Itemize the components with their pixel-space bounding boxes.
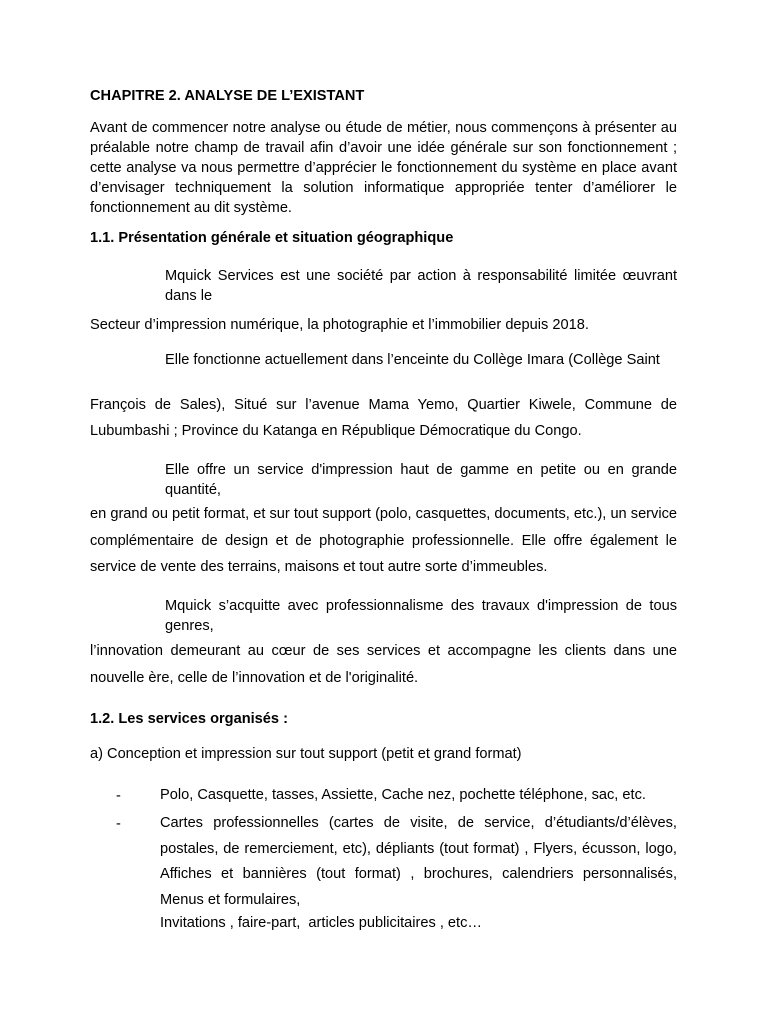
- paragraph-2-first-line: Elle fonctionne actuellement dans l’enceinte du Collège Imara (Collège Saint: [165, 352, 660, 368]
- paragraph-3-continuation: en grand ou petit format, et sur tout support (polo, casquettes, documents, etc.), un service complémentaire de design et de photographie professionnelle. Elle offre également le service de vente des terrains, maisons et tout autre sorte d’immeubles.: [90, 506, 677, 575]
- paragraph-1-continuation: Secteur d’impression numérique, la photographie et l’immobilier depuis 2018.: [90, 317, 589, 333]
- paragraph-2-continuation: François de Sales), Situé sur l’avenue Mama Yemo, Quartier Kiwele, Commune de Lubumbashi ; Province du Katanga en République Démocratique du Congo.: [90, 397, 677, 439]
- section-1-1-heading: 1.1. Présentation générale et situation géographique: [90, 230, 454, 246]
- paragraph-3-first-line: Elle offre un service d'impression haut de gamme en petite ou en grande quantité,: [165, 462, 677, 498]
- paragraph-4-first-line: Mquick s’acquitte avec professionnalisme des travaux d'impression de tous genres,: [165, 598, 677, 634]
- sub-item-a: a) Conception et impression sur tout support (petit et grand format): [90, 746, 522, 762]
- bullet-marker: -: [116, 816, 121, 832]
- paragraph-4-continuation: l’innovation demeurant au cœur de ses services et accompagne les clients dans une nouvelle ère, celle de l’innovation et de l'originalité.: [90, 643, 677, 686]
- chapter-title: CHAPITRE 2. ANALYSE DE L’EXISTANT: [90, 88, 365, 104]
- section-1-2-heading: 1.2. Les services organisés :: [90, 711, 288, 727]
- bullet-continuation-line: Invitations , faire-part, articles publicitaires , etc…: [160, 915, 482, 931]
- intro-paragraph: Avant de commencer notre analyse ou étude de métier, nous commençons à présenter au préalable notre champ de travail afin d’avoir une idée générale sur son fonctionnement ; cette analyse va nous permettre d’apprécier le fonctionnement du système en place avant d’envisager techniquement la solution informatique appropriée tenter d’améliorer le fonctionnement au dit système.: [90, 120, 677, 216]
- bullet-item: Polo, Casquette, tasses, Assiette, Cache nez, pochette téléphone, sac, etc.: [160, 787, 646, 803]
- bullet-marker: -: [116, 788, 121, 804]
- paragraph-1-first-line: Mquick Services est une société par action à responsabilité limitée œuvrant dans le: [165, 268, 677, 304]
- bullet-item: Cartes professionnelles (cartes de visite, de service, d’étudiants/d’élèves, postales, de remerciement, etc), dépliants (tout format) , Flyers, écusson, logo, Affiches et bannières (tout format) , brochures, calendriers personnalisés, Menus et formulaires,: [160, 815, 677, 908]
